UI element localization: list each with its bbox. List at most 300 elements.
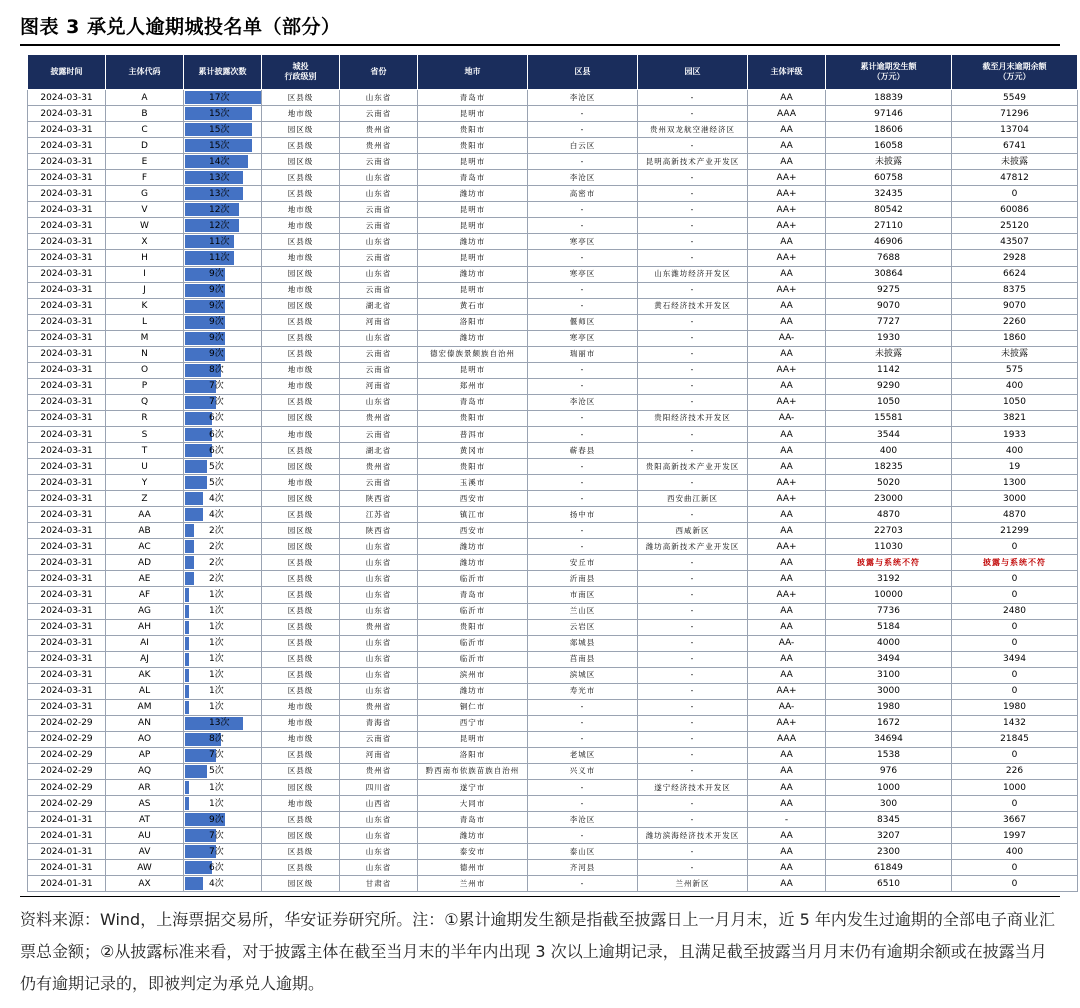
cumulative-amount-cell: 3207 bbox=[826, 828, 952, 844]
count-bar bbox=[185, 861, 212, 874]
admin-level-cell: 地市级 bbox=[262, 362, 340, 378]
province-cell: 山东省 bbox=[340, 635, 418, 651]
table-row bbox=[28, 731, 1078, 747]
city-cell: 昆明市 bbox=[418, 218, 528, 234]
month-end-balance-cell: 21845 bbox=[952, 731, 1078, 747]
district-cell: - bbox=[528, 699, 638, 715]
cumulative-count-cell bbox=[184, 122, 262, 138]
rating-cell: AA bbox=[748, 346, 826, 362]
count-bar bbox=[185, 444, 212, 457]
entity-code-cell: C bbox=[106, 122, 184, 138]
entity-code-cell: AD bbox=[106, 555, 184, 571]
table-row bbox=[28, 763, 1078, 779]
cumulative-amount-cell: 3100 bbox=[826, 667, 952, 683]
cumulative-count-cell bbox=[184, 330, 262, 346]
count-label: 12次 bbox=[209, 204, 230, 215]
count-bar bbox=[185, 540, 194, 553]
entity-code-cell: U bbox=[106, 459, 184, 475]
city-cell: 临沂市 bbox=[418, 603, 528, 619]
month-end-balance-cell: 5549 bbox=[952, 90, 1078, 106]
disclosure-date-cell: 2024-03-31 bbox=[28, 186, 106, 202]
entity-code-cell: AV bbox=[106, 844, 184, 860]
entity-code-cell: Q bbox=[106, 394, 184, 410]
month-end-balance-cell: 2480 bbox=[952, 603, 1078, 619]
district-cell: 市南区 bbox=[528, 587, 638, 603]
city-cell: 黄石市 bbox=[418, 298, 528, 314]
cumulative-amount-cell: 9290 bbox=[826, 378, 952, 394]
park-cell: 潍坊滨海经济技术开发区 bbox=[638, 828, 748, 844]
province-cell: 山东省 bbox=[340, 539, 418, 555]
cumulative-amount-cell: 27110 bbox=[826, 218, 952, 234]
district-cell: 兴义市 bbox=[528, 763, 638, 779]
cumulative-count-cell bbox=[184, 362, 262, 378]
rating-cell: AA bbox=[748, 154, 826, 170]
month-end-balance-cell: 0 bbox=[952, 876, 1078, 892]
cumulative-count-cell bbox=[184, 426, 262, 442]
cumulative-count-cell bbox=[184, 507, 262, 523]
city-cell: 潍坊市 bbox=[418, 555, 528, 571]
entity-code-cell: L bbox=[106, 314, 184, 330]
month-end-balance-cell: 1300 bbox=[952, 475, 1078, 491]
cumulative-amount-cell: 未披露 bbox=[826, 346, 952, 362]
park-cell: - bbox=[638, 314, 748, 330]
cumulative-count-cell bbox=[184, 555, 262, 571]
park-cell: 黄石经济技术开发区 bbox=[638, 298, 748, 314]
district-cell: 蕲春县 bbox=[528, 443, 638, 459]
col-district-header: 区县 bbox=[528, 55, 638, 90]
city-cell: 昆明市 bbox=[418, 250, 528, 266]
cumulative-amount-cell: 23000 bbox=[826, 491, 952, 507]
province-cell: 山东省 bbox=[340, 683, 418, 699]
district-cell: - bbox=[528, 250, 638, 266]
count-label: 5次 bbox=[209, 461, 224, 472]
province-cell: 山东省 bbox=[340, 330, 418, 346]
table-row bbox=[28, 747, 1078, 763]
disclosure-date-cell: 2024-03-31 bbox=[28, 699, 106, 715]
count-bar bbox=[185, 637, 189, 650]
disclosure-date-cell: 2024-01-31 bbox=[28, 860, 106, 876]
disclosure-date-cell: 2024-03-31 bbox=[28, 138, 106, 154]
admin-level-cell: 园区级 bbox=[262, 410, 340, 426]
cumulative-amount-cell: 3494 bbox=[826, 651, 952, 667]
cumulative-amount-cell: 11030 bbox=[826, 539, 952, 555]
park-cell: - bbox=[638, 683, 748, 699]
cumulative-count-cell bbox=[184, 619, 262, 635]
city-cell: 潍坊市 bbox=[418, 186, 528, 202]
province-cell: 山东省 bbox=[340, 266, 418, 282]
rating-cell: AA+ bbox=[748, 170, 826, 186]
province-cell: 云南省 bbox=[340, 282, 418, 298]
month-end-balance-cell: 8375 bbox=[952, 282, 1078, 298]
month-end-balance-cell: 1050 bbox=[952, 394, 1078, 410]
district-cell: 泰山区 bbox=[528, 844, 638, 860]
month-end-balance-cell: 0 bbox=[952, 860, 1078, 876]
count-label: 8次 bbox=[209, 734, 224, 745]
month-end-balance-cell: 226 bbox=[952, 763, 1078, 779]
cumulative-count-cell bbox=[184, 170, 262, 186]
entity-code-cell: AU bbox=[106, 828, 184, 844]
park-cell: 兰州新区 bbox=[638, 876, 748, 892]
cumulative-amount-cell: 18839 bbox=[826, 90, 952, 106]
district-cell: 寒亭区 bbox=[528, 266, 638, 282]
entity-code-cell: AH bbox=[106, 619, 184, 635]
table-row bbox=[28, 860, 1078, 876]
col-city-header: 地市 bbox=[418, 55, 528, 90]
rating-cell: AA bbox=[748, 828, 826, 844]
table-row bbox=[28, 812, 1078, 828]
disclosure-date-cell: 2024-02-29 bbox=[28, 796, 106, 812]
rating-cell: AA bbox=[748, 619, 826, 635]
city-cell: 贵阳市 bbox=[418, 459, 528, 475]
park-cell: - bbox=[638, 667, 748, 683]
rating-cell: AA bbox=[748, 507, 826, 523]
count-bar bbox=[185, 653, 189, 666]
table-row bbox=[28, 715, 1078, 731]
rating-cell: AA- bbox=[748, 330, 826, 346]
district-cell: - bbox=[528, 731, 638, 747]
cumulative-amount-cell: 22703 bbox=[826, 523, 952, 539]
district-cell: 莒南县 bbox=[528, 651, 638, 667]
cumulative-amount-cell: 1050 bbox=[826, 394, 952, 410]
table-row bbox=[28, 491, 1078, 507]
month-end-balance-cell: 1980 bbox=[952, 699, 1078, 715]
admin-level-cell: 区县级 bbox=[262, 763, 340, 779]
count-bar bbox=[185, 605, 189, 618]
count-label: 7次 bbox=[209, 846, 224, 857]
park-cell: - bbox=[638, 426, 748, 442]
table-row bbox=[28, 587, 1078, 603]
rating-cell: AA+ bbox=[748, 475, 826, 491]
admin-level-cell: 区县级 bbox=[262, 507, 340, 523]
cumulative-count-cell bbox=[184, 635, 262, 651]
col-cumulative-count-header: 累计披露次数 bbox=[184, 55, 262, 90]
cumulative-count-cell bbox=[184, 234, 262, 250]
disclosure-date-cell: 2024-03-31 bbox=[28, 378, 106, 394]
table-row bbox=[28, 780, 1078, 796]
district-cell: 老城区 bbox=[528, 747, 638, 763]
count-label: 7次 bbox=[209, 381, 224, 392]
admin-level-cell: 园区级 bbox=[262, 154, 340, 170]
admin-level-cell: 地市级 bbox=[262, 699, 340, 715]
admin-level-cell: 区县级 bbox=[262, 812, 340, 828]
entity-code-cell: G bbox=[106, 186, 184, 202]
province-cell: 贵州省 bbox=[340, 699, 418, 715]
park-cell: - bbox=[638, 443, 748, 459]
park-cell: 西安曲江新区 bbox=[638, 491, 748, 507]
admin-level-cell: 园区级 bbox=[262, 491, 340, 507]
province-cell: 云南省 bbox=[340, 426, 418, 442]
disclosure-date-cell: 2024-03-31 bbox=[28, 651, 106, 667]
month-end-balance-cell: 9070 bbox=[952, 298, 1078, 314]
admin-level-cell: 园区级 bbox=[262, 828, 340, 844]
park-cell: - bbox=[638, 186, 748, 202]
month-end-balance-cell: 0 bbox=[952, 571, 1078, 587]
park-cell: 贵阳经济技术开发区 bbox=[638, 410, 748, 426]
admin-level-cell: 地市级 bbox=[262, 731, 340, 747]
entity-code-cell: AO bbox=[106, 731, 184, 747]
count-label: 2次 bbox=[209, 525, 224, 536]
table-row bbox=[28, 667, 1078, 683]
count-bar bbox=[185, 524, 194, 537]
city-cell: 黄冈市 bbox=[418, 443, 528, 459]
table-row bbox=[28, 619, 1078, 635]
city-cell: 贵阳市 bbox=[418, 619, 528, 635]
count-label: 5次 bbox=[209, 477, 224, 488]
col-month-end-balance-header: 截至月末逾期余额 （万元） bbox=[952, 55, 1078, 90]
park-cell: - bbox=[638, 507, 748, 523]
count-label: 1次 bbox=[209, 606, 224, 617]
city-cell: 大同市 bbox=[418, 796, 528, 812]
disclosure-date-cell: 2024-03-31 bbox=[28, 346, 106, 362]
source-notes: 资料来源：Wind，上海票据交易所，华安证券研究所。注：①累计逾期发生额是指截至披露日上一月月末，近 5 年内发生过逾期的全部电子商业汇票总金额；②从披露标准来看，对于披露主体在截至当月末的半年内出现 3 次以上逾期记录，且满足截至披露当月月末仍有逾期余额或在披露当月仍有逾期记录的，即被判定为承兑人逾期。 bbox=[20, 910, 1055, 993]
entity-code-cell: X bbox=[106, 234, 184, 250]
province-cell: 云南省 bbox=[340, 250, 418, 266]
city-cell: 潍坊市 bbox=[418, 828, 528, 844]
admin-level-cell: 地市级 bbox=[262, 715, 340, 731]
rating-cell: AA- bbox=[748, 699, 826, 715]
col-rating-header: 主体评级 bbox=[748, 55, 826, 90]
rating-cell: AA+ bbox=[748, 683, 826, 699]
count-label: 13次 bbox=[209, 718, 230, 729]
table-row bbox=[28, 250, 1078, 266]
cumulative-count-cell bbox=[184, 796, 262, 812]
park-cell: - bbox=[638, 346, 748, 362]
entity-code-cell: AL bbox=[106, 683, 184, 699]
rating-cell: AA+ bbox=[748, 282, 826, 298]
disclosure-date-cell: 2024-03-31 bbox=[28, 314, 106, 330]
col-park-header: 园区 bbox=[638, 55, 748, 90]
col-cumulative-amount-header: 累计逾期发生额 （万元） bbox=[826, 55, 952, 90]
province-cell: 云南省 bbox=[340, 475, 418, 491]
entity-code-cell: T bbox=[106, 443, 184, 459]
count-label: 15次 bbox=[209, 124, 230, 135]
cumulative-amount-cell: 10000 bbox=[826, 587, 952, 603]
month-end-balance-cell: 披露与系统不符 bbox=[952, 555, 1078, 571]
district-cell: 安丘市 bbox=[528, 555, 638, 571]
disclosure-date-cell: 2024-03-31 bbox=[28, 459, 106, 475]
admin-level-cell: 园区级 bbox=[262, 876, 340, 892]
rating-cell: AA bbox=[748, 747, 826, 763]
count-label: 9次 bbox=[209, 301, 224, 312]
col-entity-code-header: 主体代码 bbox=[106, 55, 184, 90]
park-cell: - bbox=[638, 250, 748, 266]
rating-cell: AA bbox=[748, 555, 826, 571]
district-cell: - bbox=[528, 378, 638, 394]
disclosure-date-cell: 2024-03-31 bbox=[28, 298, 106, 314]
province-cell: 云南省 bbox=[340, 202, 418, 218]
count-bar bbox=[185, 508, 203, 521]
cumulative-count-cell bbox=[184, 378, 262, 394]
table-row bbox=[28, 314, 1078, 330]
park-cell: - bbox=[638, 796, 748, 812]
park-cell: 遂宁经济技术开发区 bbox=[638, 780, 748, 796]
admin-level-cell: 区县级 bbox=[262, 443, 340, 459]
cumulative-amount-cell: 16058 bbox=[826, 138, 952, 154]
rating-cell: AAA bbox=[748, 106, 826, 122]
admin-level-cell: 园区级 bbox=[262, 780, 340, 796]
province-cell: 云南省 bbox=[340, 731, 418, 747]
park-cell: 潍坊高新技术产业开发区 bbox=[638, 539, 748, 555]
count-label: 2次 bbox=[209, 573, 224, 584]
month-end-balance-cell: 71296 bbox=[952, 106, 1078, 122]
month-end-balance-cell: 19 bbox=[952, 459, 1078, 475]
admin-level-cell: 区县级 bbox=[262, 587, 340, 603]
cumulative-count-cell bbox=[184, 250, 262, 266]
disclosure-date-cell: 2024-03-31 bbox=[28, 683, 106, 699]
notes-divider bbox=[20, 896, 1060, 897]
park-cell: 山东潍坊经济开发区 bbox=[638, 266, 748, 282]
rating-cell: AA bbox=[748, 459, 826, 475]
rating-cell: AA bbox=[748, 234, 826, 250]
district-cell: 李沧区 bbox=[528, 812, 638, 828]
cumulative-count-cell bbox=[184, 571, 262, 587]
cumulative-amount-cell: 7688 bbox=[826, 250, 952, 266]
district-cell: - bbox=[528, 523, 638, 539]
district-cell: 瑞丽市 bbox=[528, 346, 638, 362]
district-cell: 寒亭区 bbox=[528, 330, 638, 346]
disclosure-date-cell: 2024-03-31 bbox=[28, 571, 106, 587]
province-cell: 陕西省 bbox=[340, 523, 418, 539]
cumulative-count-cell bbox=[184, 459, 262, 475]
park-cell: 昆明高新技术产业开发区 bbox=[638, 154, 748, 170]
entity-code-cell: AS bbox=[106, 796, 184, 812]
month-end-balance-cell: 2928 bbox=[952, 250, 1078, 266]
count-label: 1次 bbox=[209, 670, 224, 681]
table-row bbox=[28, 796, 1078, 812]
park-cell: - bbox=[638, 330, 748, 346]
count-label: 9次 bbox=[209, 349, 224, 360]
city-cell: 青岛市 bbox=[418, 170, 528, 186]
cumulative-amount-cell: 9275 bbox=[826, 282, 952, 298]
entity-code-cell: AJ bbox=[106, 651, 184, 667]
table-row bbox=[28, 555, 1078, 571]
district-cell: 李沧区 bbox=[528, 170, 638, 186]
district-cell: - bbox=[528, 539, 638, 555]
entity-code-cell: P bbox=[106, 378, 184, 394]
rating-cell: AA bbox=[748, 90, 826, 106]
cumulative-amount-cell: 300 bbox=[826, 796, 952, 812]
rating-cell: AA bbox=[748, 378, 826, 394]
disclosure-date-cell: 2024-02-29 bbox=[28, 747, 106, 763]
entity-code-cell: E bbox=[106, 154, 184, 170]
city-cell: 镇江市 bbox=[418, 507, 528, 523]
cumulative-count-cell bbox=[184, 683, 262, 699]
cumulative-amount-cell: 5184 bbox=[826, 619, 952, 635]
rating-cell: AA bbox=[748, 876, 826, 892]
entity-code-cell: AC bbox=[106, 539, 184, 555]
city-cell: 兰州市 bbox=[418, 876, 528, 892]
city-cell: 贵阳市 bbox=[418, 138, 528, 154]
cumulative-count-cell bbox=[184, 667, 262, 683]
cumulative-count-cell bbox=[184, 539, 262, 555]
district-cell: - bbox=[528, 796, 638, 812]
month-end-balance-cell: 400 bbox=[952, 844, 1078, 860]
count-label: 15次 bbox=[209, 140, 230, 151]
district-cell: 寒亭区 bbox=[528, 234, 638, 250]
admin-level-cell: 园区级 bbox=[262, 523, 340, 539]
admin-level-cell: 区县级 bbox=[262, 394, 340, 410]
province-cell: 山东省 bbox=[340, 234, 418, 250]
month-end-balance-cell: 0 bbox=[952, 587, 1078, 603]
city-cell: 临沂市 bbox=[418, 635, 528, 651]
cumulative-amount-cell: 9070 bbox=[826, 298, 952, 314]
entity-code-cell: S bbox=[106, 426, 184, 442]
cumulative-amount-cell: 7727 bbox=[826, 314, 952, 330]
cumulative-amount-cell: 1538 bbox=[826, 747, 952, 763]
park-cell: - bbox=[638, 475, 748, 491]
table-row bbox=[28, 122, 1078, 138]
province-cell: 湖北省 bbox=[340, 443, 418, 459]
cumulative-amount-cell: 30864 bbox=[826, 266, 952, 282]
rating-cell: AA- bbox=[748, 410, 826, 426]
district-cell: - bbox=[528, 426, 638, 442]
entity-code-cell: K bbox=[106, 298, 184, 314]
col-disclosure-date-header: 披露时间 bbox=[28, 55, 106, 90]
park-cell: - bbox=[638, 170, 748, 186]
entity-code-cell: I bbox=[106, 266, 184, 282]
rating-cell: AA+ bbox=[748, 715, 826, 731]
cumulative-count-cell bbox=[184, 266, 262, 282]
city-cell: 贵阳市 bbox=[418, 410, 528, 426]
admin-level-cell: 区县级 bbox=[262, 860, 340, 876]
province-cell: 云南省 bbox=[340, 106, 418, 122]
cumulative-amount-cell: 60758 bbox=[826, 170, 952, 186]
park-cell: - bbox=[638, 651, 748, 667]
count-label: 1次 bbox=[209, 654, 224, 665]
province-cell: 山东省 bbox=[340, 828, 418, 844]
province-cell: 贵州省 bbox=[340, 138, 418, 154]
month-end-balance-cell: 0 bbox=[952, 635, 1078, 651]
rating-cell: AA bbox=[748, 763, 826, 779]
disclosure-date-cell: 2024-03-31 bbox=[28, 619, 106, 635]
cumulative-amount-cell: 15581 bbox=[826, 410, 952, 426]
park-cell: 贵州双龙航空港经济区 bbox=[638, 122, 748, 138]
disclosure-date-cell: 2024-03-31 bbox=[28, 667, 106, 683]
entity-code-cell: B bbox=[106, 106, 184, 122]
cumulative-count-cell bbox=[184, 747, 262, 763]
park-cell: - bbox=[638, 90, 748, 106]
admin-level-cell: 地市级 bbox=[262, 378, 340, 394]
count-bar bbox=[185, 556, 194, 569]
count-bar bbox=[185, 572, 194, 585]
cumulative-count-cell bbox=[184, 154, 262, 170]
district-cell: 李沧区 bbox=[528, 394, 638, 410]
rating-cell: AA bbox=[748, 571, 826, 587]
count-label: 6次 bbox=[209, 445, 224, 456]
admin-level-cell: 区县级 bbox=[262, 747, 340, 763]
city-cell: 泰安市 bbox=[418, 844, 528, 860]
rating-cell: AA+ bbox=[748, 202, 826, 218]
park-cell: - bbox=[638, 234, 748, 250]
province-cell: 山东省 bbox=[340, 844, 418, 860]
cumulative-amount-cell: 4870 bbox=[826, 507, 952, 523]
cumulative-amount-cell: 97146 bbox=[826, 106, 952, 122]
count-label: 2次 bbox=[209, 541, 224, 552]
disclosure-date-cell: 2024-01-31 bbox=[28, 812, 106, 828]
entity-code-cell: AX bbox=[106, 876, 184, 892]
admin-level-cell: 区县级 bbox=[262, 844, 340, 860]
disclosure-date-cell: 2024-02-29 bbox=[28, 763, 106, 779]
admin-level-cell: 园区级 bbox=[262, 298, 340, 314]
city-cell: 昆明市 bbox=[418, 282, 528, 298]
cumulative-count-cell bbox=[184, 298, 262, 314]
count-label: 1次 bbox=[209, 686, 224, 697]
district-cell: - bbox=[528, 122, 638, 138]
month-end-balance-cell: 0 bbox=[952, 796, 1078, 812]
admin-level-cell: 地市级 bbox=[262, 282, 340, 298]
table-row bbox=[28, 362, 1078, 378]
disclosure-date-cell: 2024-03-31 bbox=[28, 443, 106, 459]
